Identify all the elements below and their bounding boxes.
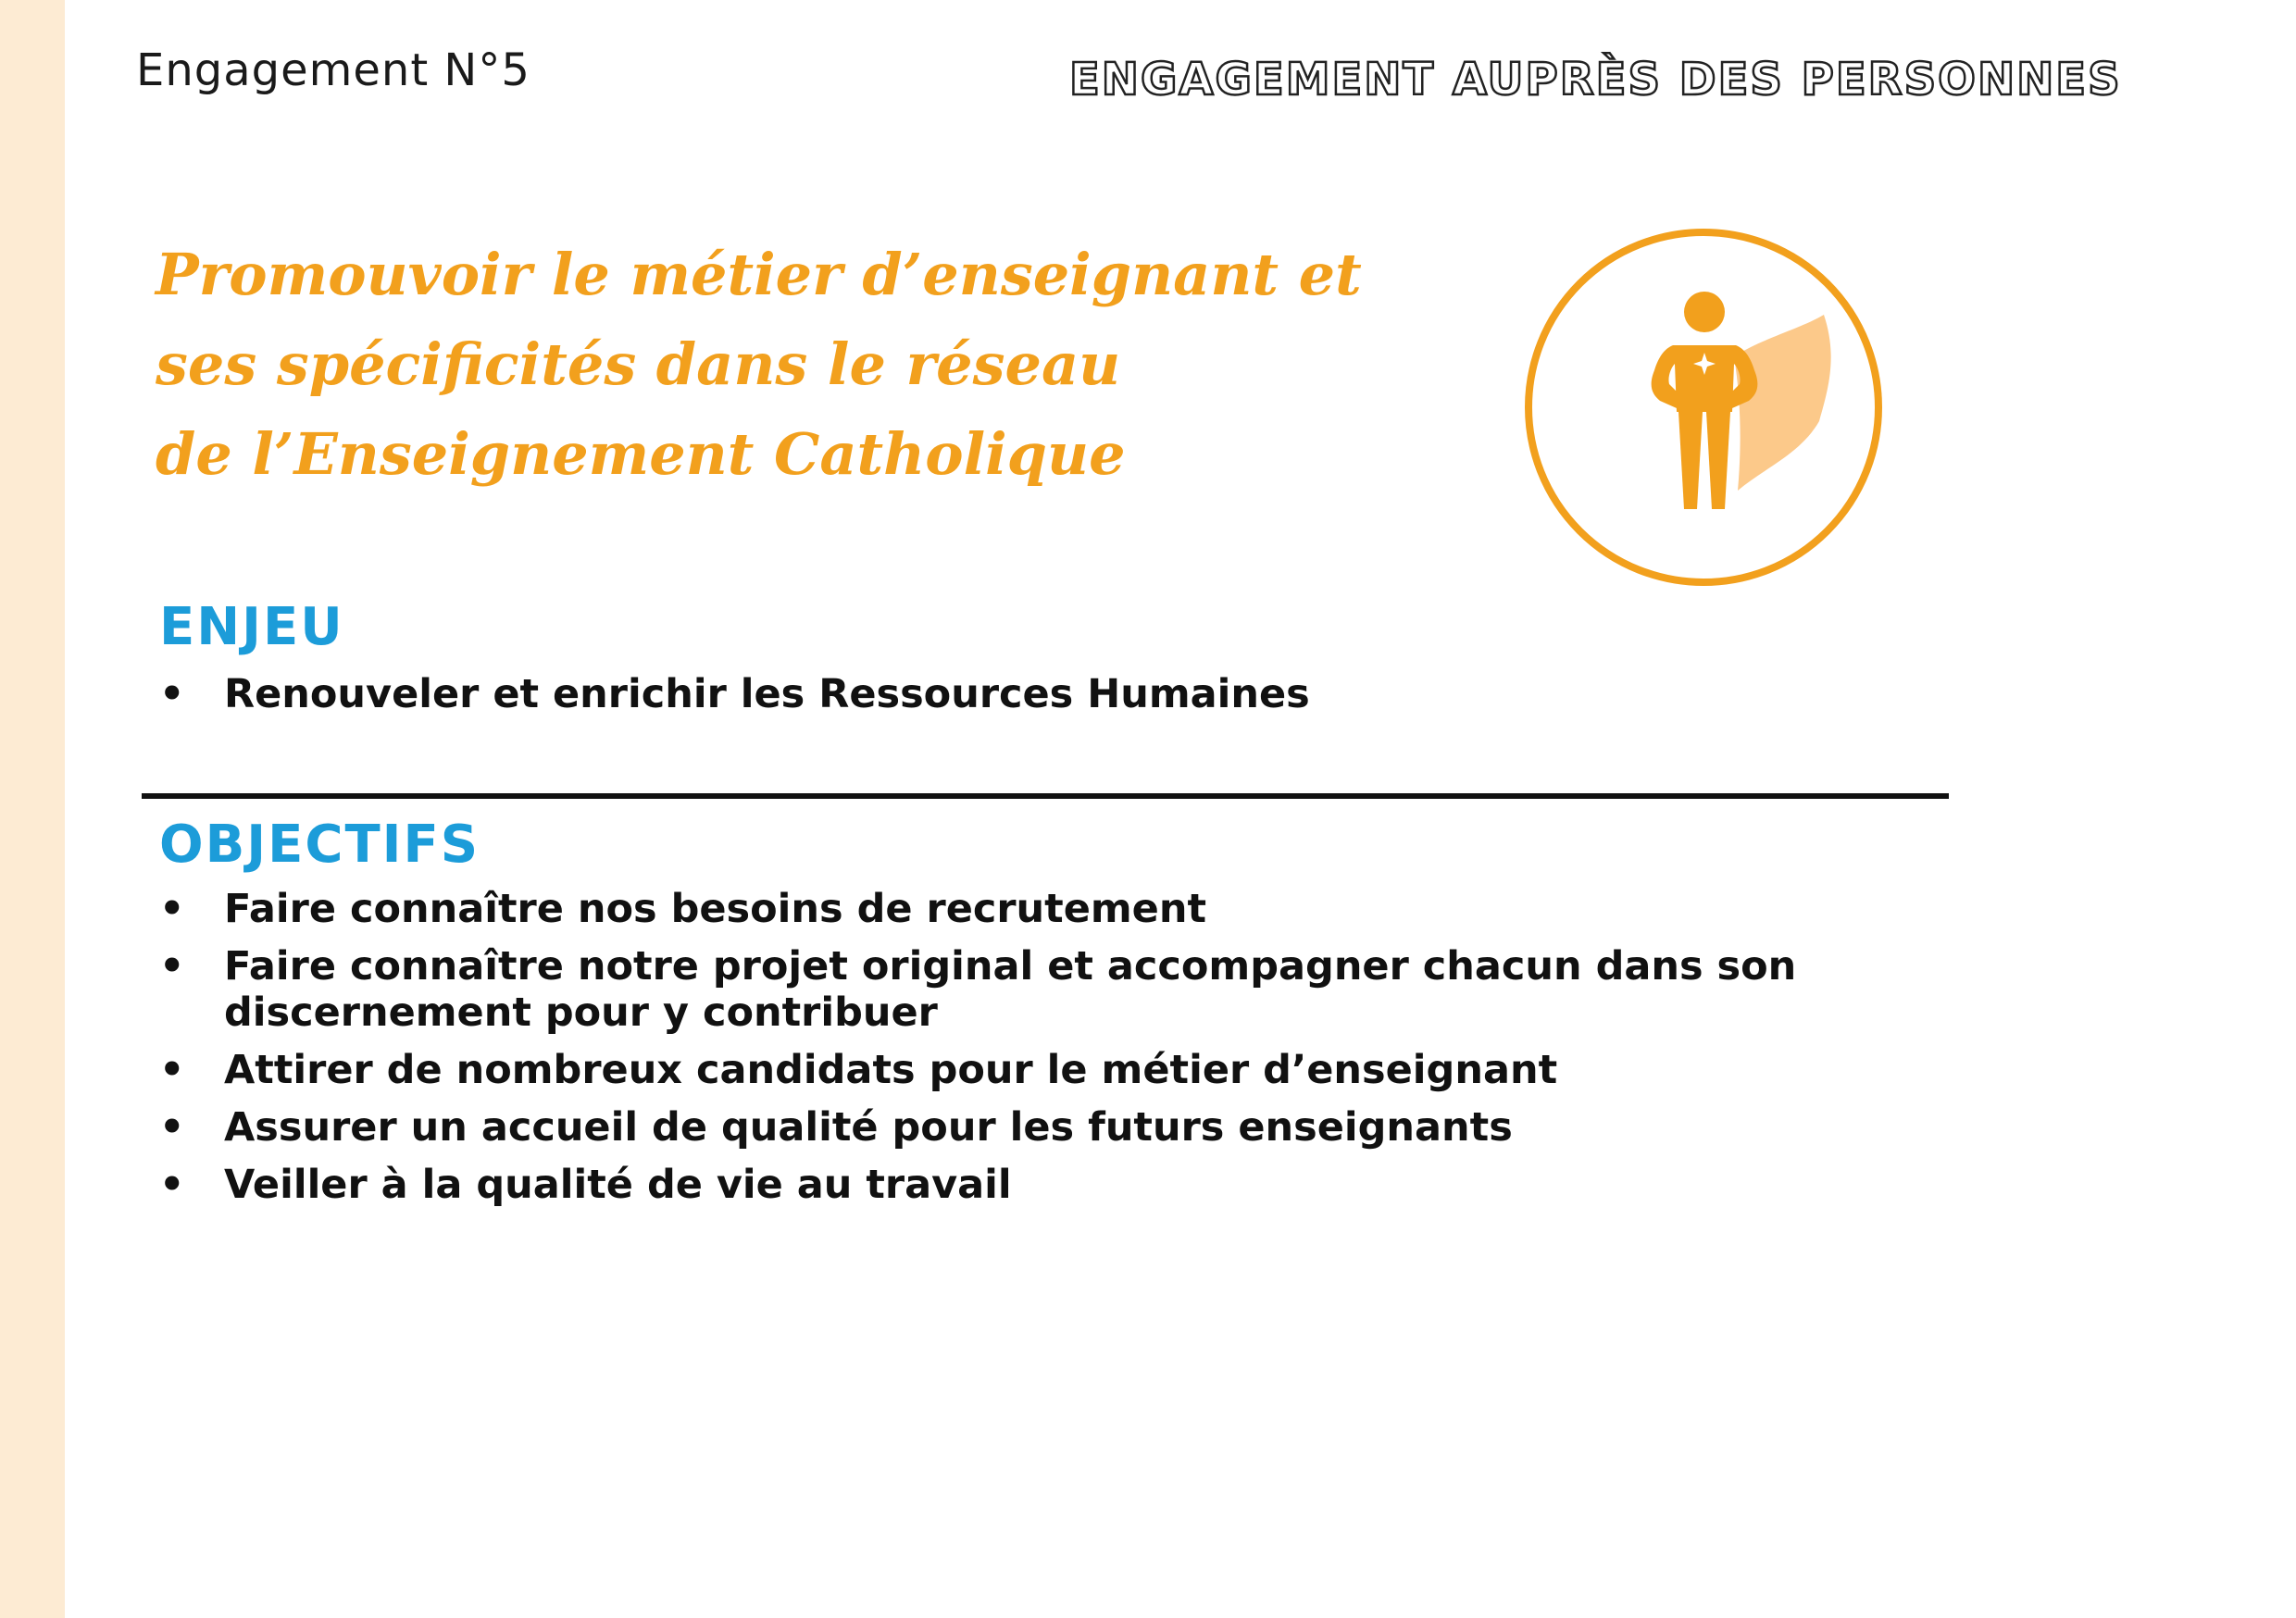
divider <box>142 793 1949 799</box>
list-item: • Faire connaître nos besoins de recrutement <box>159 886 1965 932</box>
enjeu-list <box>159 671 1310 717</box>
main-title-line: Promouvoir le métier d’enseignant et <box>156 241 1362 308</box>
superhero-icon <box>1523 227 1884 588</box>
list-item: • Attirer de nombreux candidats pour le métier d’enseignant <box>159 1047 1965 1093</box>
enjeu-heading: ENJEU <box>159 597 344 657</box>
main-title-line: de l’Enseignement Catholique <box>156 420 1126 488</box>
engagement-number: Engagement N°5 <box>136 44 530 96</box>
list-item: • Veiller à la qualité de vie au travail <box>159 1162 1965 1208</box>
list-item: • Renouveler et enrichir les Ressources Humaines <box>159 671 1310 717</box>
main-title-line: ses spécificités dans le réseau <box>156 330 1121 398</box>
side-band <box>0 0 65 1618</box>
category-title: ENGAGEMENT AUPRÈS DES PERSONNES <box>1069 54 2122 106</box>
list-item: • Faire connaître notre projet original et accompagner chacun dans son discernement pour y contribuer <box>159 943 1965 1036</box>
objectifs-list <box>159 886 1965 1219</box>
list-item: • Assurer un accueil de qualité pour les futurs enseignants <box>159 1104 1965 1151</box>
objectifs-heading: OBJECTIFS <box>159 815 480 875</box>
main-title <box>156 230 1452 499</box>
